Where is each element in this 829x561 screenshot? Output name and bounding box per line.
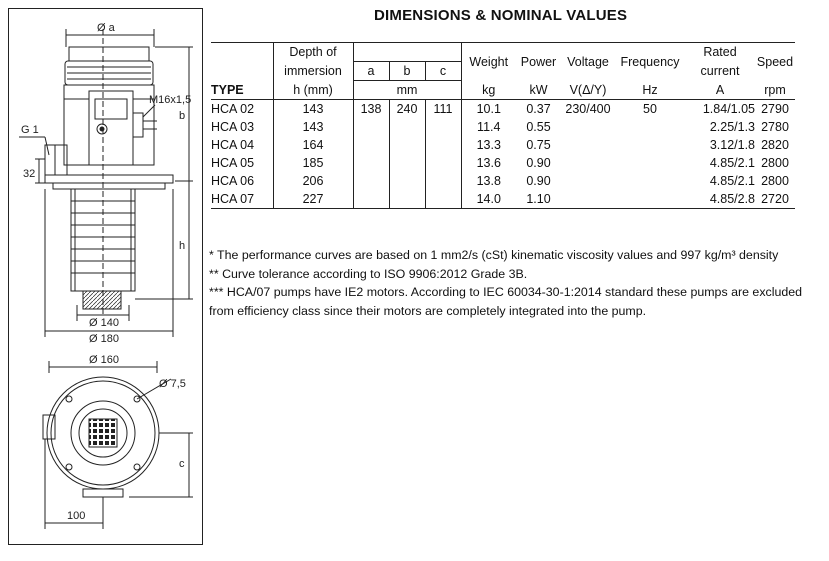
table-header-row-1 xyxy=(211,43,795,62)
cell-b xyxy=(389,154,425,172)
cell-current: 4.85/2.1 xyxy=(709,174,755,188)
cell-b xyxy=(389,190,425,209)
cell-c xyxy=(425,172,461,190)
col-voltage: Voltage xyxy=(567,54,609,69)
footnote-ie2-motors: *** HCA/07 pumps have IE2 motors. According to IEC 60034-30-1:2014 standard these pumps are excluded from efficiency class since their motors are completely integrated into the pump. xyxy=(209,285,803,318)
unit-power: kW xyxy=(529,82,548,97)
cell-type: HCA 02 xyxy=(211,102,255,116)
cell-weight: 13.6 xyxy=(476,156,501,170)
col-weight: Weight xyxy=(469,54,509,69)
cell-current: 1.84/1.05 xyxy=(702,102,755,116)
dim-offset: 32 xyxy=(23,168,36,180)
cell-a xyxy=(353,172,389,190)
page-title: DIMENSIONS & NOMINAL VALUES xyxy=(374,7,628,24)
col-c: c xyxy=(425,62,461,81)
dim-b: b xyxy=(179,110,186,122)
col-power: Power xyxy=(520,54,557,69)
cell-power: 0.55 xyxy=(526,120,551,134)
footnote-viscosity: * The performance curves are based on 1 mm2/s (cSt) kinematic viscosity values and 997 kg/m³ density xyxy=(209,248,779,262)
dim-plan-diameter: Ø 160 xyxy=(89,354,119,366)
cell-power: 1.10 xyxy=(516,190,561,209)
cell-depth: 227 xyxy=(273,190,353,209)
cell-speed: 2800 xyxy=(761,174,789,188)
col-frequency: Frequency xyxy=(620,54,680,69)
cell-depth: 206 xyxy=(273,172,353,190)
pump-drawing-svg xyxy=(9,9,202,544)
table-row xyxy=(211,172,795,190)
cell-frequency xyxy=(615,190,685,209)
cell-power: 0.90 xyxy=(526,174,551,188)
table-row xyxy=(211,154,795,172)
specs-table xyxy=(211,42,795,209)
cell-c xyxy=(425,136,461,154)
cell-speed: 2820 xyxy=(761,138,789,152)
cell-power: 0.90 xyxy=(526,156,551,170)
cell-speed: 2780 xyxy=(761,120,789,134)
cell-c xyxy=(425,154,461,172)
unit-weight: kg xyxy=(482,82,496,97)
cell-c xyxy=(425,118,461,136)
cell-b xyxy=(389,136,425,154)
cell-speed: 2790 xyxy=(761,102,789,116)
cell-a xyxy=(353,118,389,136)
cell-type: HCA 04 xyxy=(211,138,255,152)
cell-depth: 164 xyxy=(273,136,353,154)
cell-speed: 2800 xyxy=(761,156,789,170)
cell-speed: 2720 xyxy=(755,190,795,209)
cell-b: 240 xyxy=(389,100,425,119)
table-header-row-3 xyxy=(211,81,795,100)
cell-voltage xyxy=(561,172,615,190)
unit-abc: mm xyxy=(353,81,461,100)
col-type: TYPE xyxy=(211,82,244,97)
dim-top-width: Ø a xyxy=(97,22,115,34)
cell-current: 3.12/1.8 xyxy=(709,138,755,152)
footnotes xyxy=(209,246,821,320)
cell-frequency: 50 xyxy=(643,102,657,116)
col-a: a xyxy=(353,62,389,81)
cell-current: 4.85/2.1 xyxy=(709,156,755,170)
col-speed: Speed xyxy=(756,54,794,69)
cell-current: 2.25/1.3 xyxy=(709,120,755,134)
table-row xyxy=(211,190,795,209)
dim-100: 100 xyxy=(67,510,86,522)
cell-a xyxy=(353,136,389,154)
unit-frequency: Hz xyxy=(642,82,658,97)
dim-c: c xyxy=(179,458,185,470)
unit-depth: h (mm) xyxy=(273,81,353,100)
cell-type: HCA 05 xyxy=(211,156,255,170)
cell-weight: 11.4 xyxy=(477,120,501,134)
dim-flange-inner: Ø 140 xyxy=(89,317,119,329)
cell-voltage: 230/400 xyxy=(565,102,611,116)
cell-power: 0.75 xyxy=(526,138,551,152)
table-row xyxy=(211,100,795,119)
unit-voltage: V(Δ/Y) xyxy=(569,82,607,97)
cell-c: 111 xyxy=(425,100,461,119)
cell-frequency xyxy=(615,154,685,172)
cell-a xyxy=(353,190,389,209)
cell-voltage xyxy=(561,190,615,209)
dim-flange-outer: Ø 180 xyxy=(89,333,119,345)
cell-frequency xyxy=(615,136,685,154)
cell-b xyxy=(389,118,425,136)
cell-voltage xyxy=(561,154,615,172)
dim-thread: M16x1,5 xyxy=(149,94,192,106)
cell-weight: 13.3 xyxy=(476,138,501,152)
footnote-tolerance: ** Curve tolerance according to ISO 9906:2012 Grade 3B. xyxy=(209,266,528,281)
cell-frequency xyxy=(615,118,685,136)
cell-voltage xyxy=(561,118,615,136)
unit-current: A xyxy=(715,82,725,97)
col-depth: Depth of xyxy=(273,43,353,62)
col-current-2: current xyxy=(700,64,740,78)
table-row xyxy=(211,118,795,136)
cell-type: HCA 06 xyxy=(211,174,255,188)
cell-power: 0.37 xyxy=(526,102,551,116)
unit-speed: rpm xyxy=(764,82,786,97)
table-row xyxy=(211,136,795,154)
dim-inlet: G 1 xyxy=(21,124,39,136)
cell-depth: 143 xyxy=(273,118,353,136)
cell-weight: 13.8 xyxy=(476,174,501,188)
dim-hole: Ø 7,5 xyxy=(159,378,186,390)
col-depth-2: immersion xyxy=(273,62,353,81)
cell-c xyxy=(425,190,461,209)
col-b: b xyxy=(389,62,425,81)
cell-weight: 14.0 xyxy=(461,190,516,209)
cell-depth: 185 xyxy=(273,154,353,172)
cell-frequency xyxy=(615,172,685,190)
cell-type: HCA 03 xyxy=(211,120,255,134)
cell-type: HCA 07 xyxy=(211,190,273,209)
cell-depth: 143 xyxy=(273,100,353,119)
cell-a xyxy=(353,154,389,172)
cell-weight: 10.1 xyxy=(476,102,501,116)
cell-b xyxy=(389,172,425,190)
cell-current: 4.85/2.8 xyxy=(685,190,755,209)
col-current: Rated xyxy=(703,45,737,60)
dim-h: h xyxy=(179,240,186,252)
cell-a: 138 xyxy=(353,100,389,119)
cell-voltage xyxy=(561,136,615,154)
technical-drawing xyxy=(8,8,203,545)
